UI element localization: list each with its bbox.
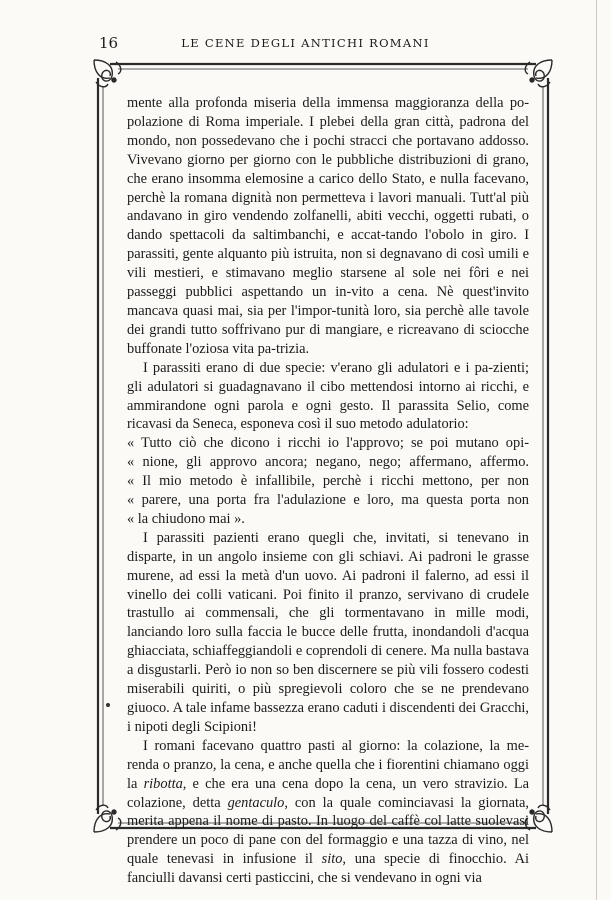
quote-line: « parere, una porta fra l'adulazione e loro, ma questa porta non bbox=[127, 492, 529, 509]
text-run: , con la quale cominciavasi la giornata, merita appena il nome di pasto. In luogo del caffè col latte suolevasi prendere un poco di pane con del formaggio e una tazza di vino, nel quale tenevasi in infusione il bbox=[127, 794, 529, 868]
quote-line: « Tutto ciò che dicono i ricchi io l'approvo; se poi mutano opi- bbox=[127, 435, 529, 452]
paragraph-four-meals bbox=[127, 737, 529, 888]
margin-dot-mark bbox=[106, 703, 110, 707]
text-run: , e che era una cena dopo la cena, un vero stravizio. La colazione, detta bbox=[127, 775, 529, 811]
quote-line: « nione, gli approvo ancora; negano, nego; affermano, affermo. bbox=[127, 454, 529, 471]
quote-line: « la chiudono mai ». bbox=[127, 510, 245, 527]
body-text bbox=[127, 94, 529, 888]
italic-term: ribotta bbox=[143, 775, 183, 792]
quote-line: « Il mio metodo è infallibile, perchè i ricchi mettono, per non bbox=[127, 473, 529, 490]
text-run: , una specie di finocchio. Ai fanciulli davansi certi pasticcini, che si vendevano in ogni via bbox=[127, 851, 529, 887]
text-run: I romani facevano quattro pasti al giorno: la colazione, la me-renda o pranzo, la cena, e anche quella che i fiorentini chiamano oggi la bbox=[127, 737, 529, 792]
running-title: LE CENE DEGLI ANTICHI ROMANI bbox=[181, 36, 430, 50]
italic-term: sito bbox=[321, 851, 343, 868]
seneca-quote bbox=[127, 434, 529, 529]
page-number: 16 bbox=[99, 34, 119, 52]
paragraph-patient-parasites: I parassiti pazienti erano quegli che, invitati, si tenevano in disparte, in un angolo insieme con gli schiavi. Ai padroni le grasse murene, ad essi la metà d'un uovo. Ai padroni il falerno, ad essi il vinello dei colli vaticani. Poi finito il pranzo, servivano di crudele trastullo ai commensali, che gli tormentavano in mille modi, lanciando loro sulla faccia le bucce delle frutta, inondandoli d'acqua ghiacciata, schiaffeggiandoli e coprendoli di cenere. Ma nulla bastava a disgustarli. Però io non so ben discernere se più vili fossero codesti miserabili quiriti, o più spregievoli coloro che se ne prendevano giuoco. A tale infame bassezza erano caduti i discendenti dei Gracchi, i nipoti degli Scipioni! bbox=[127, 529, 529, 735]
page-edge-line bbox=[596, 0, 597, 900]
paragraph-parasites-intro: mente alla profonda miseria della immensa maggioranza della po-polazione di Roma imperiale. I plebei della gran città, padrona del mondo, non possedevano che i pochi stracci che portavano addosso. Vivevano giorno per giorno con le pubbliche distribuzioni di grano, che erano insomma elemosine a carico dello Stato, e nulla facevano, perchè la romana dignità non permetteva i lavori manuali. Tutt'al più andavano in giro vendendo zolfanelli, abiti vecchi, oggetti rubati, o dando spettacoli da saltimbanchi, e accat-tando l'obolo in giro. I parassiti, gente alquanto più istruita, non si degnavano di così umili e vili mestieri, e stimavano meglio starsene al sole nei fôri e nei passeggi pubblici aspettando un in-vito a cena. Nè quest'invito mancava quasi mai, sia per l'impor-tunità loro, sia perchè alle tavole dei grandi tutto soffrivano pur di mangiare, e ricreavano di sciocche buffonate l'oziosa vita pa-trizia. bbox=[127, 95, 529, 357]
paragraph-two-kinds: I parassiti erano di due specie: v'erano gli adulatori e i pa-zienti; gli adulatori si guadagnavano il cibo mettendosi intorno ai ricchi, e ammirandone ogni parola e ogni gesto. Il parassita Selio, come ricavasi da Seneca, esponeva così il suo metodo adulatorio: bbox=[127, 359, 529, 433]
page-header bbox=[0, 34, 611, 56]
italic-term: gentaculo bbox=[227, 794, 285, 811]
